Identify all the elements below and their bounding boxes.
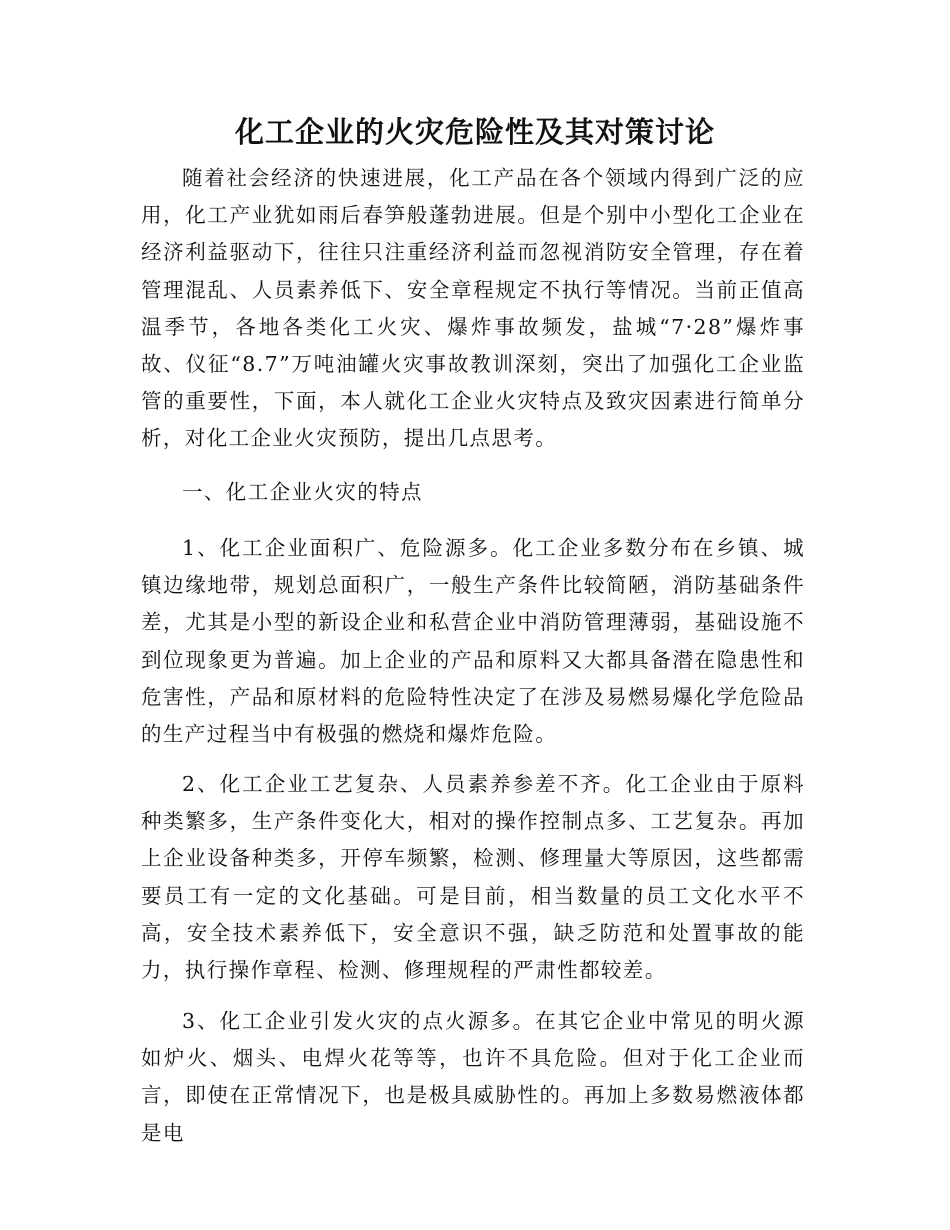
paragraph-intro: 随着社会经济的快速进展，化工产品在各个领域内得到广泛的应用，化工产业犹如雨后春笋般蓬勃进展。但是个别中小型化工企业在经济利益驱动下，往往只注重经济利益而忽视消防安全管理，存在着管理混乱、人员素养低下、安全章程规定不执行等情况。当前正值高温季节，各地各类化工火灾、爆炸事故频发，盐城“7·28”爆炸事故、仪征“8.7”万吨油罐火灾事故教训深刻，突出了加强化工企业监管的重要性，下面，本人就化工企业火灾特点及致灾因素进行简单分析，对化工企业火灾预防，提出几点思考。 <box>141 166 805 451</box>
paragraph-point-2: 2、化工企业工艺复杂、人员素养参差不齐。化工企业由于原料种类繁多，生产条件变化大，相对的操作控制点多、工艺复杂。再加上企业设备种类多，开停车频繁，检测、修理量大等原因，这些都需要员工有一定的文化基础。可是目前，相当数量的员工文化水平不高，安全技术素养低下，安全意识不强，缺乏防范和处置事故的能力，执行操作章程、检测、修理规程的严肃性都较差。 <box>141 772 805 983</box>
paragraph-point-1: 1、化工企业面积广、危险源多。化工企业多数分布在乡镇、城镇边缘地带，规划总面积广，一般生产条件比较简陋，消防基础条件差，尤其是小型的新设企业和私营企业中消防管理薄弱，基础设施不到位现象更为普遍。加上企业的产品和原料又大都具备潜在隐患性和危害性，产品和原材料的危险特性决定了在涉及易燃易爆化学危险品的生产过程当中有极强的燃烧和爆炸危险。 <box>141 536 805 747</box>
document-title: 化工企业的火灾危险性及其对策讨论 <box>234 115 715 149</box>
paragraph-point-3: 3、化工企业引发火灾的点火源多。在其它企业中常见的明火源如炉火、烟头、电焊火花等等，也许不具危险。但对于化工企业而言，即使在正常情况下，也是极具威胁性的。再加上多数易燃液体都是电 <box>141 1009 805 1145</box>
section-heading: 一、化工企业火灾的特点 <box>182 480 423 504</box>
